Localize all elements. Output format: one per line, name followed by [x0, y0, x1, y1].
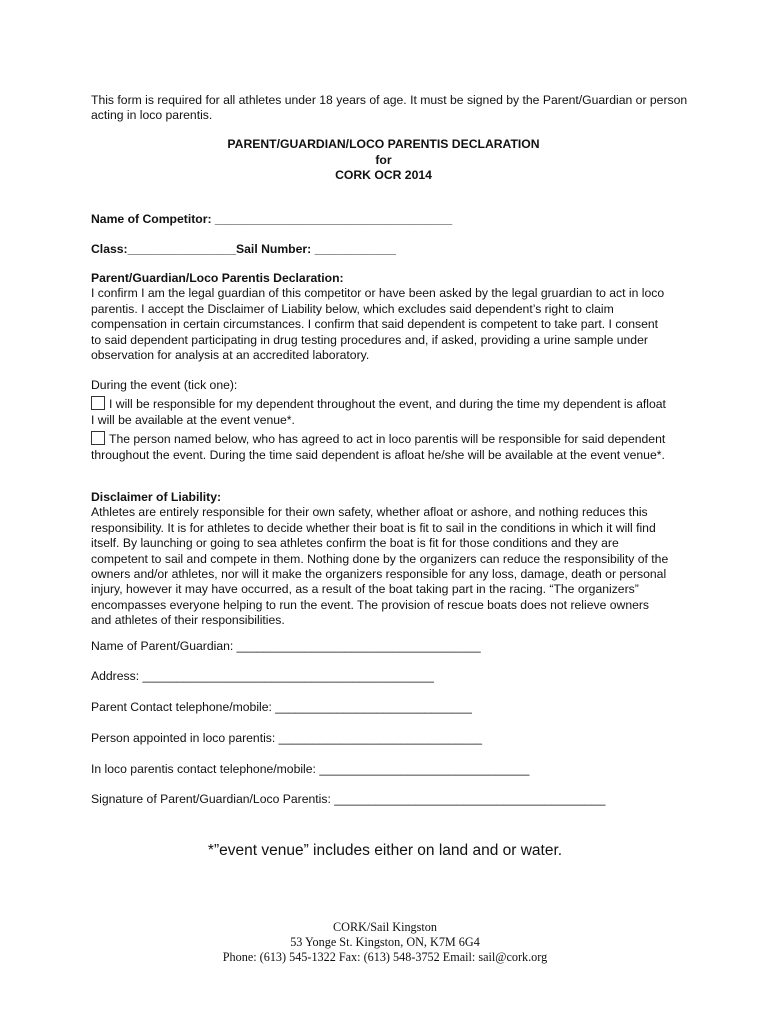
declaration-section [91, 271, 671, 363]
parent-name-field[interactable]: Name of Parent/Guardian: ____________________________________ [91, 639, 481, 653]
declaration-body: I confirm I am the legal guardian of this competitor or have been asked by the legal gruardian to act in loco parentis. I accept the Disclaimer of Liability below, which excludes said dependent’s right to claim compensation in certain circumstances. I confirm that said dependent is competent to take part. I consent to said dependent participating in drug testing procedures and, if asked, providing a urine sample under observation for analysis at an accredited laboratory. [91, 286, 665, 363]
heading-event: CORK OCR 2014 [335, 168, 432, 182]
signature-field[interactable]: Signature of Parent/Guardian/Loco Parentis: ________________________________________ [91, 792, 606, 806]
form-heading [91, 137, 676, 184]
during-event-section [91, 378, 671, 463]
checkbox-self-responsible[interactable] [91, 396, 105, 410]
during-event-label: During the event (tick one): [91, 378, 238, 392]
class-sail-number-field[interactable]: Class:________________Sail Number: ____________ [91, 242, 396, 256]
option-loco-parentis-text: The person named below, who has agreed to act in loco parentis will be responsible for said dependent throughout the event. During the time said dependent is afloat he/she will be available at the event venue*. [91, 432, 666, 462]
loco-parentis-person-field[interactable]: Person appointed in loco parentis: ______________________________ [91, 731, 483, 745]
heading-title: PARENT/GUARDIAN/LOCO PARENTIS DECLARATION [227, 137, 540, 151]
event-venue-footnote: *”event venue” includes either on land and or water. [207, 842, 563, 859]
footer-contact: Phone: (613) 545-1322 Fax: (613) 548-3752 Email: sail@cork.org [222, 950, 548, 965]
option-loco-parentis [91, 431, 671, 463]
loco-parentis-phone-field[interactable]: In loco parentis contact telephone/mobile: _______________________________ [91, 762, 530, 776]
competitor-name-field[interactable]: Name of Competitor: ___________________________________ [91, 212, 453, 226]
footer-org: CORK/Sail Kingston [333, 920, 437, 934]
disclaimer-section [91, 490, 671, 629]
intro-text: This form is required for all athletes under 18 years of age. It must be signed by the Parent/Guardian or person acting in loco parentis. [91, 93, 688, 123]
parent-phone-field[interactable]: Parent Contact telephone/mobile: _____________________________ [91, 700, 472, 714]
disclaimer-body: Athletes are entirely responsible for their own safety, whether afloat or ashore, and nothing reduces this responsibility. It is for athletes to decide whether their boat is fit to sail in the conditions in which it will find itself. By launching or going to sea athletes confirm the boat is fit for those conditions and they are competent to sail and compete in them. Nothing done by the organizers can reduce the responsibility of the owners and/or athletes, nor will it make the organizers responsible for any loss, damage, death or personal injury, however it may have occurred, as a result of the boat taking part in the racing. “The organizers” encompasses everyone helping to run the event. The provision of rescue boats does not relieve owners and athletes of their responsibilities. [91, 505, 669, 628]
heading-for: for [375, 152, 392, 167]
footer-address-block [0, 920, 770, 966]
declaration-title: Parent/Guardian/Loco Parentis Declaration: [91, 271, 344, 285]
option-self-responsible-text: I will be responsible for my dependent throughout the event, and during the time my dependent is afloat I will be available at the event venue*. [91, 397, 666, 427]
checkbox-loco-parentis[interactable] [91, 431, 105, 445]
disclaimer-title: Disclaimer of Liability: [91, 490, 222, 504]
footer-street-address: 53 Yonge St. Kingston, ON, K7M 6G4 [290, 935, 480, 950]
address-field[interactable]: Address: ___________________________________________ [91, 669, 434, 683]
option-self-responsible [91, 396, 671, 428]
